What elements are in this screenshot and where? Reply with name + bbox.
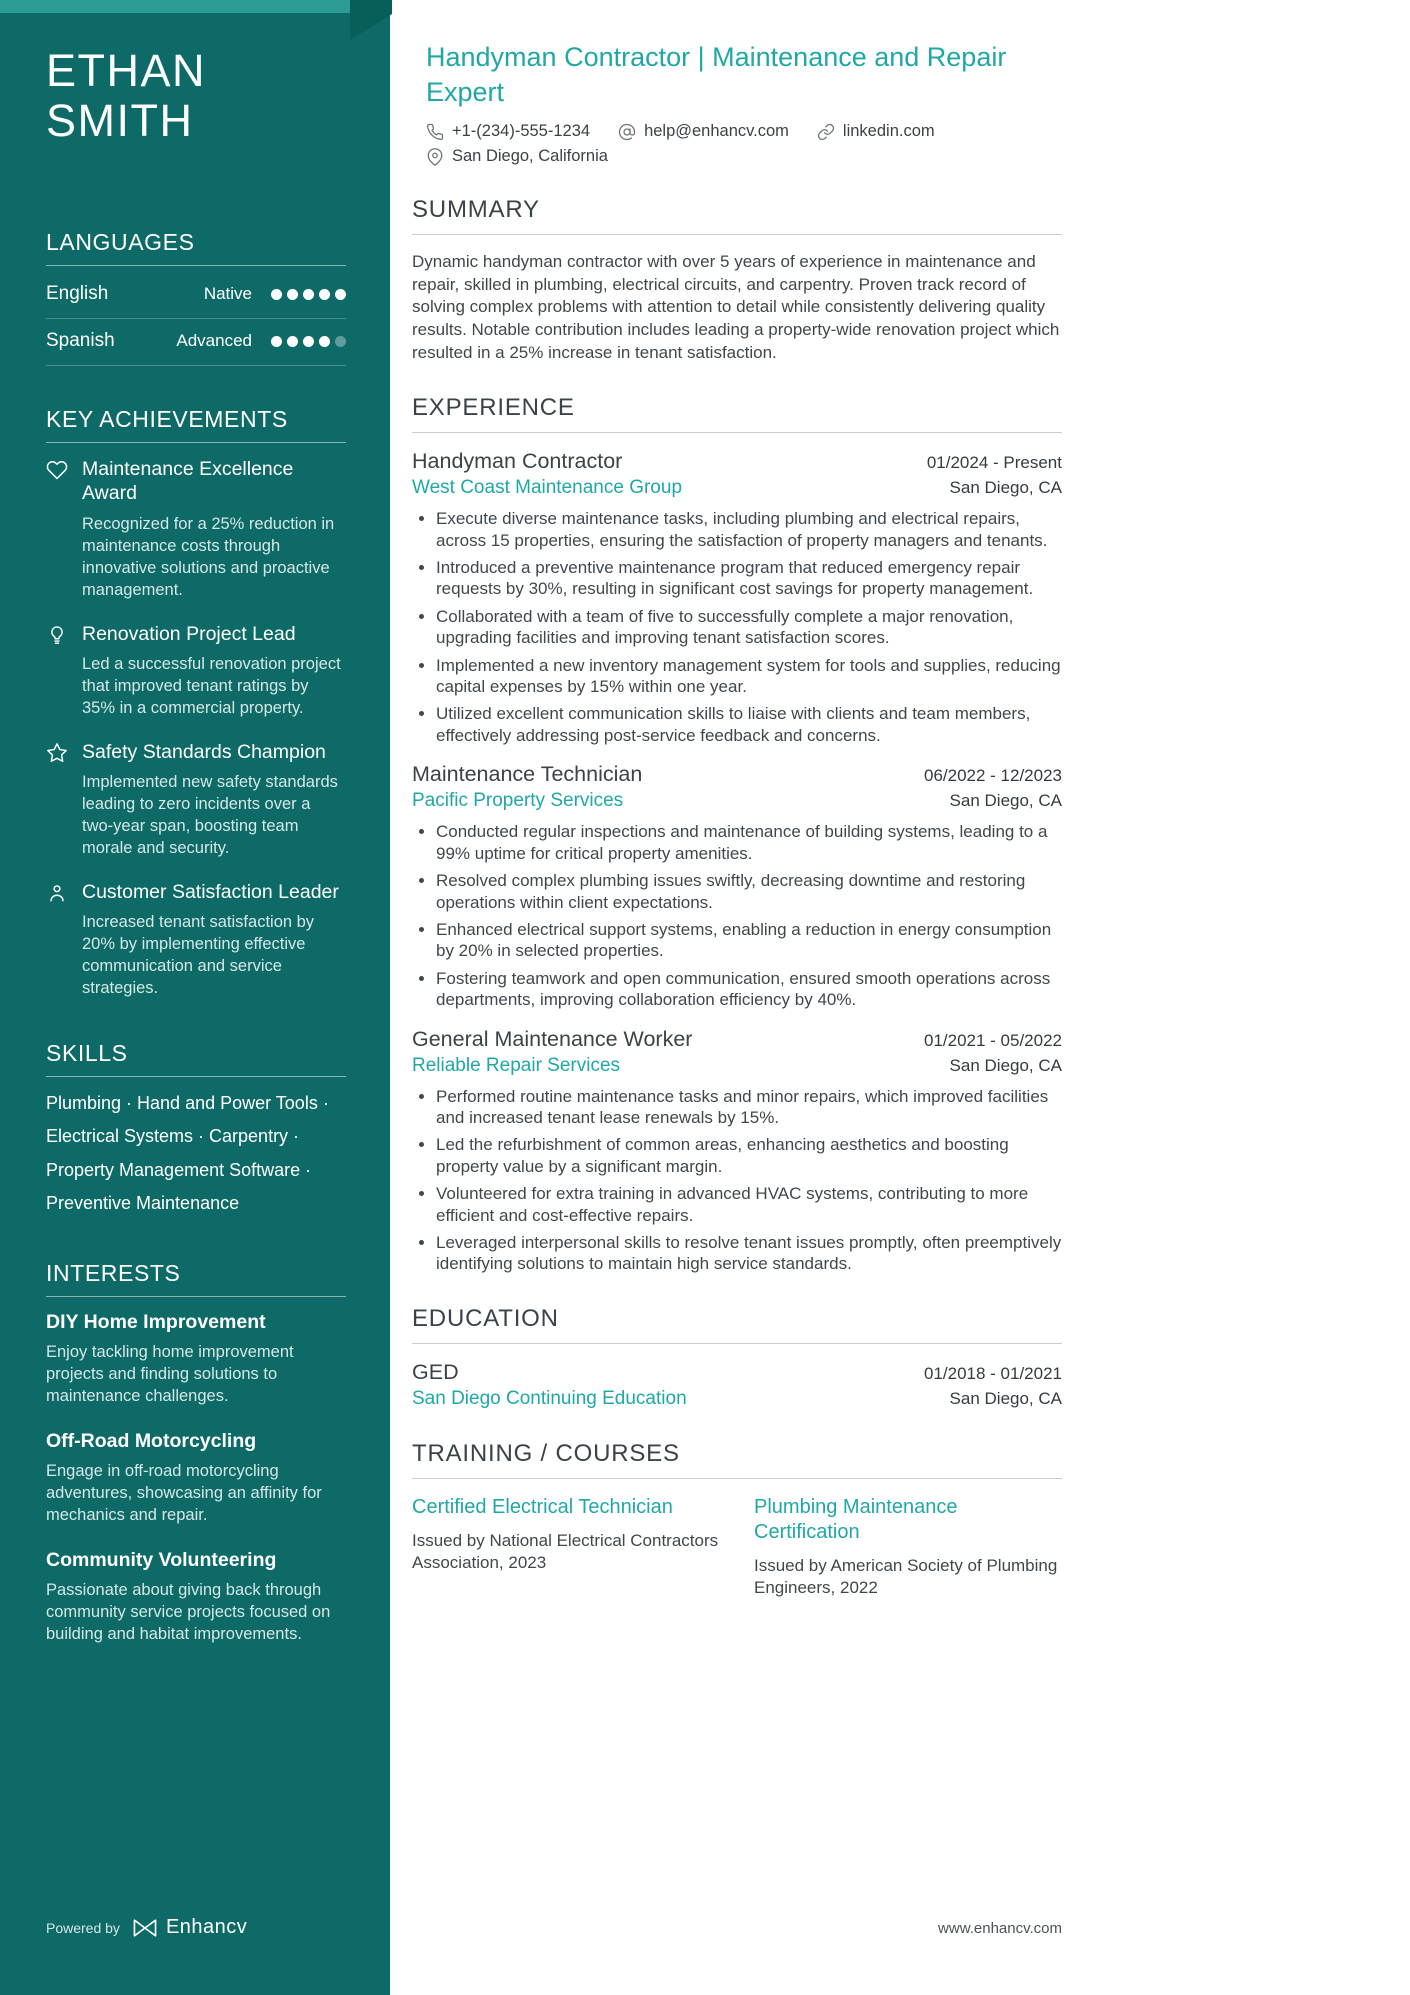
interest-item — [46, 1311, 346, 1408]
heart-icon — [46, 459, 70, 602]
experience-entry — [412, 1027, 1062, 1275]
education-dates: 01/2018 - 01/2021 — [923, 1363, 1062, 1383]
contact-row — [426, 122, 1062, 141]
proficiency-dots — [266, 336, 346, 347]
job-title: General Maintenance Worker — [412, 1026, 693, 1051]
email-address: help@enhancv.com — [644, 122, 789, 141]
interest-description: Passionate about giving back through community service projects focused on building and habitat improvements. — [46, 1580, 331, 1643]
training-section — [412, 1440, 1062, 1599]
map-pin-icon — [426, 148, 444, 166]
link-icon — [817, 123, 835, 141]
education-header — [412, 1360, 1062, 1385]
job-bullet: • Volunteered for extra training in advanced HVAC systems, contributing to more efficient and cost-effective repairs. — [436, 1183, 1062, 1226]
proficiency-dots — [266, 289, 346, 300]
achievement-item — [46, 880, 346, 1000]
website-text: linkedin.com — [842, 122, 935, 141]
proficiency-dot-filled — [319, 336, 330, 347]
proficiency-dot-filled — [271, 289, 282, 300]
interests-section — [46, 1260, 346, 1645]
decorative-ribbon-fold — [350, 0, 392, 40]
proficiency-dot-filled — [335, 289, 346, 300]
achievement-body — [82, 457, 346, 602]
at-sign-icon — [618, 123, 636, 141]
achievement-description: Led a successful renovation project that improved tenant ratings by 35% in a commercial property. — [82, 654, 341, 717]
skills-list: Plumbing · Hand and Power Tools · Electrical Systems · Carpentry · Property Management Software · Preventive Maintenance — [46, 1092, 329, 1213]
experience-entry — [412, 449, 1062, 746]
candidate-name: ETHAN SMITH — [46, 45, 207, 146]
course-columns — [412, 1495, 1062, 1599]
job-location: San Diego, CA — [949, 478, 1062, 498]
job-bullet: • Collaborated with a team of five to successfully complete a major renovation, upgrading facilities and improving tenant satisfaction scores. — [436, 606, 1062, 649]
proficiency-dot-filled — [271, 336, 282, 347]
experience-entry — [412, 762, 1062, 1010]
achievement-title: Renovation Project Lead — [82, 622, 296, 645]
contact-info — [412, 122, 1062, 166]
proficiency-dot-filled — [303, 289, 314, 300]
interest-description: Engage in off-road motorcycling adventures, showcasing an affinity for mechanics and repair. — [46, 1461, 322, 1524]
enhancv-wordmark: Enhancv — [165, 1916, 248, 1938]
enhancv-url-link[interactable]: www.enhancv.com — [938, 1920, 1062, 1937]
job-bullet: • Introduced a preventive maintenance program that reduced emergency repair requests by 30%, resulting in significant cost savings for property management. — [436, 557, 1062, 600]
interest-item — [46, 1549, 346, 1646]
company-name: Pacific Property Services — [412, 790, 624, 812]
job-bullet: • Resolved complex plumbing issues swiftly, decreasing downtime and restoring operations within client expectations. — [436, 870, 1062, 913]
proficiency-dot-empty — [335, 336, 346, 347]
experience-heading: EXPERIENCE — [412, 394, 1062, 433]
interest-item — [46, 1430, 346, 1527]
location-text: San Diego, California — [452, 147, 608, 166]
achievements-section — [46, 406, 346, 1000]
linkedin-link[interactable] — [817, 122, 935, 141]
language-level: Advanced — [176, 331, 252, 350]
phone-link[interactable] — [426, 122, 590, 141]
proficiency-dot-filled — [303, 336, 314, 347]
job-subheader — [412, 1052, 1062, 1077]
education-section — [412, 1305, 1062, 1410]
job-bullet: • Fostering teamwork and open communication, ensured smooth operations across departments, improving collaboration efficiency by 40%. — [436, 968, 1062, 1011]
job-location: San Diego, CA — [949, 1055, 1062, 1075]
job-subheader — [412, 474, 1062, 499]
interests-heading: INTERESTS — [46, 1260, 346, 1297]
decorative-top-strip — [0, 0, 392, 13]
interest-title: Community Volunteering — [46, 1548, 277, 1571]
summary-heading: SUMMARY — [412, 196, 1062, 235]
proficiency-dot-filled — [319, 289, 330, 300]
education-heading: EDUCATION — [412, 1305, 1062, 1344]
company-name: Reliable Repair Services — [412, 1054, 621, 1076]
job-header — [412, 1027, 1062, 1052]
job-location: San Diego, CA — [949, 791, 1062, 811]
language-name: English — [46, 283, 109, 304]
person-icon — [46, 882, 70, 1000]
enhancv-logo-icon — [132, 1917, 158, 1939]
location-item — [426, 147, 608, 166]
job-bullets — [412, 821, 1062, 1010]
email-link[interactable] — [618, 122, 789, 141]
language-row — [46, 272, 346, 319]
sidebar — [0, 0, 390, 1995]
language-level: Native — [203, 284, 252, 303]
job-bullet: • Enhanced electrical support systems, enabling a reduction in energy consumption by 20% in selected properties. — [436, 919, 1062, 962]
powered-by-footer — [46, 1916, 247, 1939]
achievement-item — [46, 740, 346, 860]
achievement-body — [82, 622, 346, 720]
education-entry — [412, 1360, 1062, 1410]
job-title: Handyman Contractor — [412, 449, 623, 474]
interest-title: Off-Road Motorcycling — [46, 1429, 257, 1452]
job-bullet: • Leveraged interpersonal skills to resolve tenant issues promptly, often preemptively identifying solutions to maintain high service standards. — [436, 1232, 1062, 1275]
job-bullets — [412, 508, 1062, 746]
job-title: Maintenance Technician — [412, 762, 643, 787]
job-dates: 01/2024 - Present — [926, 453, 1062, 473]
language-row — [46, 319, 346, 366]
achievement-body — [82, 880, 346, 1000]
interest-description: Enjoy tackling home improvement projects and finding solutions to maintenance challenges. — [46, 1343, 294, 1405]
job-bullet: • Led the refurbishment of common areas, enhancing aesthetics and boosting property value by a significant margin. — [436, 1134, 1062, 1177]
job-dates: 01/2021 - 05/2022 — [923, 1030, 1062, 1050]
achievement-title: Maintenance Excellence Award — [82, 458, 294, 505]
summary-text: Dynamic handyman contractor with over 5 years of experience in maintenance and repair, skilled in plumbing, electrical circuits, and carpentry. Proven track record of solving complex problems with attention to detail while consistently delivering quality results. Notable contribution includes leading a property-wide renovation project which resulted in a 25% increase in tenant satisfaction. — [412, 252, 1060, 362]
job-dates: 06/2022 - 12/2023 — [923, 766, 1062, 786]
course-title: Plumbing Maintenance Certification — [754, 1495, 958, 1543]
phone-number: +1-(234)-555-1234 — [452, 122, 591, 141]
education-subheader — [412, 1385, 1062, 1410]
achievement-title: Safety Standards Champion — [82, 740, 326, 763]
school-name: San Diego Continuing Education — [412, 1387, 687, 1409]
job-bullet: • Performed routine maintenance tasks and minor repairs, which improved facilities and increased tenant lease renewals by 15%. — [436, 1086, 1062, 1129]
degree-name: GED — [412, 1359, 459, 1384]
training-heading: TRAINING / COURSES — [412, 1440, 1062, 1479]
languages-section — [46, 229, 346, 366]
powered-by-label: Powered by — [46, 1919, 120, 1936]
course-entry — [754, 1495, 1062, 1599]
job-bullet: • Utilized excellent communication skills to liaise with clients and team members, effectively addressing post-service feedback and concerns. — [436, 703, 1062, 746]
education-location: San Diego, CA — [949, 1388, 1062, 1408]
job-bullet: • Conducted regular inspections and maintenance of building systems, leading to a 99% uptime for critical property amenities. — [436, 821, 1062, 864]
experience-section — [412, 394, 1062, 1275]
proficiency-dot-filled — [287, 289, 298, 300]
lightbulb-icon — [46, 624, 70, 720]
phone-icon — [426, 123, 444, 141]
achievements-heading: KEY ACHIEVEMENTS — [46, 406, 346, 443]
achievement-item — [46, 457, 346, 602]
achievement-title: Customer Satisfaction Leader — [82, 880, 339, 903]
job-bullet: • Execute diverse maintenance tasks, including plumbing and electrical repairs, across 15 properties, ensuring the satisfaction of property managers and tenants. — [436, 508, 1062, 551]
course-entry — [412, 1495, 720, 1599]
achievement-description: Implemented new safety standards leading to zero incidents over a two-year span, boosting team morale and security. — [82, 773, 338, 857]
job-header — [412, 449, 1062, 474]
summary-section — [412, 196, 1062, 364]
job-subheader — [412, 787, 1062, 812]
star-icon — [46, 742, 70, 860]
course-issuer: Issued by National Electrical Contractors Association, 2023 — [412, 1530, 719, 1572]
achievement-item — [46, 622, 346, 720]
job-bullet: • Implemented a new inventory management system for tools and supplies, reducing capital expenses by 15% within one year. — [436, 655, 1062, 698]
course-title: Certified Electrical Technician — [412, 1495, 673, 1518]
job-header — [412, 762, 1062, 787]
resume-headline: Handyman Contractor | Maintenance and Repair Expert — [426, 42, 1007, 108]
achievement-description: Recognized for a 25% reduction in maintenance costs through innovative solutions and proactive management. — [82, 514, 335, 599]
languages-heading: LANGUAGES — [46, 229, 346, 266]
language-name: Spanish — [46, 330, 115, 351]
company-name: West Coast Maintenance Group — [412, 477, 683, 499]
main-content — [412, 40, 1062, 1599]
contact-row — [426, 147, 1062, 166]
proficiency-dot-filled — [287, 336, 298, 347]
skills-heading: SKILLS — [46, 1040, 346, 1077]
achievement-description: Increased tenant satisfaction by 20% by implementing effective communication and service strategies. — [82, 913, 315, 997]
course-issuer: Issued by American Society of Plumbing Engineers, 2022 — [754, 1555, 1058, 1597]
job-bullets — [412, 1086, 1062, 1275]
interest-title: DIY Home Improvement — [46, 1311, 266, 1334]
skills-section — [46, 1040, 346, 1220]
achievement-body — [82, 740, 346, 860]
